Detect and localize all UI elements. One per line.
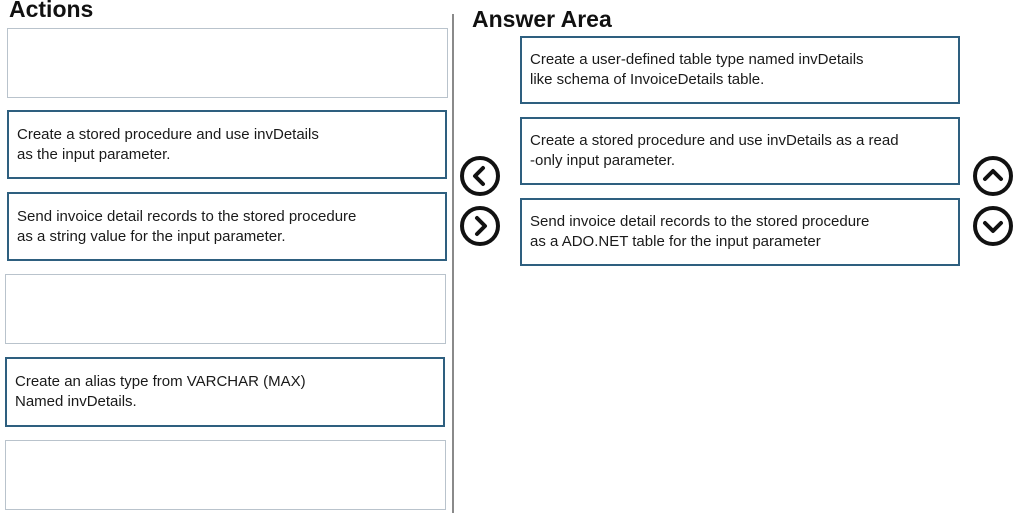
answer-item-label: Create a stored procedure and use invDetails as a read -only input parameter. xyxy=(530,132,899,169)
move-right-button[interactable] xyxy=(460,206,500,246)
action-slot-empty[interactable] xyxy=(5,440,446,510)
answer-item-label: Send invoice detail records to the stored procedure as a ADO.NET table for the input parameter xyxy=(530,213,870,250)
answer-item-label: Create a user-defined table type named invDetails like schema of InvoiceDetails table. xyxy=(530,51,864,88)
answer-item-create-stored-procedure-readonly[interactable] xyxy=(520,117,960,185)
action-item-label: Create an alias type from VARCHAR (MAX) Named invDetails. xyxy=(15,373,306,410)
panel-divider xyxy=(452,14,454,513)
action-item-label: Create a stored procedure and use invDetails as the input parameter. xyxy=(17,125,319,163)
action-item-send-as-string[interactable] xyxy=(7,192,447,261)
chevron-left-icon xyxy=(464,160,496,192)
action-slot-empty[interactable] xyxy=(5,274,446,344)
chevron-up-icon xyxy=(977,160,1009,192)
actions-heading: Actions xyxy=(9,0,94,22)
chevron-right-icon xyxy=(464,210,496,242)
chevron-down-icon xyxy=(977,210,1009,242)
answer-area-heading: Answer Area xyxy=(472,6,612,32)
answer-item-send-as-adonet-table[interactable] xyxy=(520,198,960,266)
action-item-create-alias-type[interactable] xyxy=(5,357,445,427)
action-item-label: Send invoice detail records to the stored procedure as a string value for the input parameter. xyxy=(17,207,357,245)
move-down-button[interactable] xyxy=(973,206,1013,246)
answer-item-create-table-type[interactable] xyxy=(520,36,960,104)
action-slot-empty[interactable] xyxy=(7,28,448,98)
move-left-button[interactable] xyxy=(460,156,500,196)
move-up-button[interactable] xyxy=(973,156,1013,196)
action-item-create-stored-procedure[interactable] xyxy=(7,110,447,179)
